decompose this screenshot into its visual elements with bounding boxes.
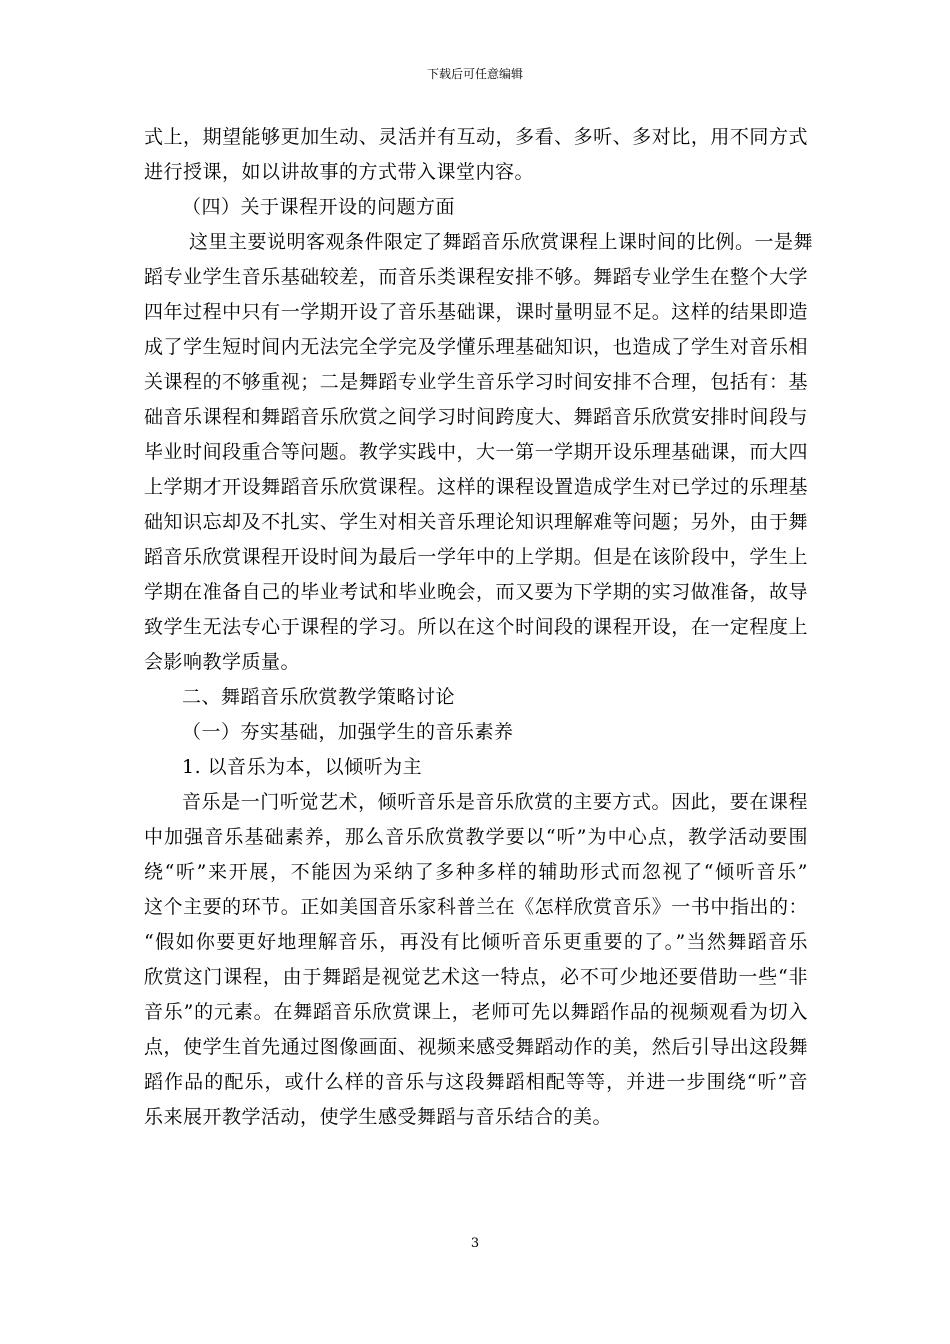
paragraph-line: 础知识忘却及不扎实、学生对相关音乐理论知识理解难等问题；另外，由于舞 [144,511,808,533]
paragraph-line: 四年过程中只有一学期开设了音乐基础课，课时量明显不足。这样的结果即造 [144,301,808,323]
paragraph-line: 蹈专业学生音乐基础较差，而音乐类课程安排不够。舞蹈专业学生在整个大学 [144,266,808,288]
paragraph-line: 绕“听”来开展，不能因为采纳了多种多样的辅助形式而忽视了“倾听音乐” [144,861,808,883]
paragraph-line: 这里主要说明客观条件限定了舞蹈音乐欣赏课程上课时间的比例。一是舞 [189,231,814,253]
paragraph-line: 音乐”的元素。在舞蹈音乐欣赏课上，老师可先以舞蹈作品的视频观看为切入 [144,1001,808,1023]
paragraph-line: 欣赏这门课程，由于舞蹈是视觉艺术这一特点，必不可少地还要借助一些“非 [144,966,808,988]
paragraph-line: 蹈作品的配乐，或什么样的音乐与这段舞蹈相配等等，并进一步围绕“听”音 [144,1071,808,1093]
page-number: 3 [470,1236,480,1251]
document-body [144,120,814,1135]
paragraph-line: 这个主要的环节。正如美国音乐家科普兰在《怎样欣赏音乐》一书中指出的： [144,896,808,918]
paragraph-line: 进行授课，如以讲故事的方式带入课堂内容。 [144,161,535,183]
paragraph-line: 致学生无法专心于课程的学习。所以在这个时间段的课程开设，在一定程度上 [144,616,808,638]
paragraph-line: 会影响教学质量。 [144,651,301,673]
paragraph-line: 础音乐课程和舞蹈音乐欣赏之间学习时间跨度大、舞蹈音乐欣赏安排时间段与 [144,406,808,428]
subsection-heading: （一）夯实基础，加强学生的音乐素养 [182,721,514,743]
page-header: 下载后可任意编辑 [426,67,523,81]
paragraph-line: 上学期才开设舞蹈音乐欣赏课程。这样的课程设置造成学生对已学过的乐理基 [144,476,808,498]
paragraph-line: 关课程的不够重视；二是舞蹈专业学生音乐学习时间安排不合理，包括有：基 [144,371,808,393]
paragraph-line: 毕业时间段重合等问题。教学实践中，大一第一学期开设乐理基础课，而大四 [144,441,808,463]
paragraph-line: 点，使学生首先通过图像画面、视频来感受舞蹈动作的美，然后引导出这段舞 [144,1036,808,1058]
subsubsection-heading: 1. 以音乐为本，以倾听为主 [182,756,423,778]
paragraph-line: 乐来展开教学活动，使学生感受舞蹈与音乐结合的美。 [144,1106,613,1128]
paragraph-line: 成了学生短时间内无法完全学完及学懂乐理基础知识，也造成了学生对音乐相 [144,336,808,358]
paragraph-line: 音乐是一门听觉艺术，倾听音乐是音乐欣赏的主要方式。因此，要在课程 [182,791,808,813]
paragraph-line: 蹈音乐欣赏课程开设时间为最后一学年中的上学期。但是在该阶段中，学生上 [144,546,808,568]
paragraph-line: 中加强音乐基础素养，那么音乐欣赏教学要以“听”为中心点，教学活动要围 [144,826,808,848]
section-heading: 二、舞蹈音乐欣赏教学策略讨论 [182,686,456,708]
paragraph-line: “假如你要更好地理解音乐，再没有比倾听音乐更重要的了。”当然舞蹈音乐 [144,931,808,953]
section-heading: （四）关于课程开设的问题方面 [182,196,456,218]
paragraph-line: 式上，期望能够更加生动、灵活并有互动，多看、多听、多对比，用不同方式 [144,126,808,148]
paragraph-line: 学期在准备自己的毕业考试和毕业晚会，而又要为下学期的实习做准备，故导 [144,581,808,603]
